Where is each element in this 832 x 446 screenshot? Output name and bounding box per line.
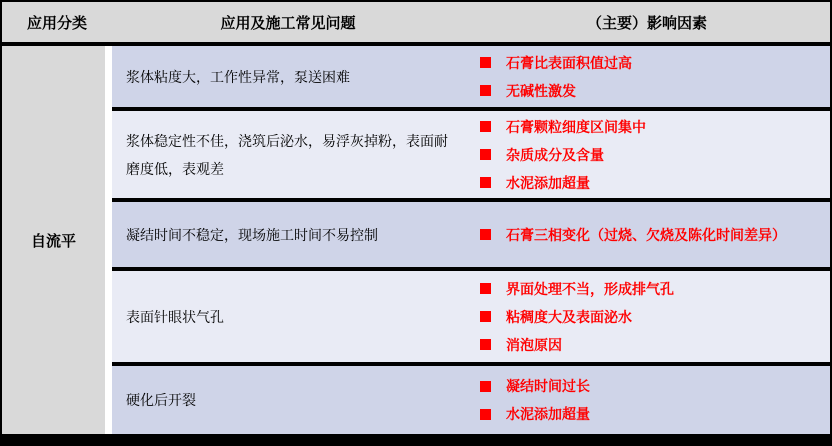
problem-text: 凝结时间不稳定，现场施工时间不易控制 xyxy=(126,226,378,243)
problem-cell xyxy=(112,366,460,434)
factor-text: 粘稠度大及表面泌水 xyxy=(506,308,632,325)
factor-text: 石膏颗粒细度区间集中 xyxy=(506,118,646,135)
factor-text: 水泥添加超量 xyxy=(506,174,590,191)
problem-text: 浆体粘度大，工作性异常，泵送困难 xyxy=(126,68,350,85)
square-bullet-icon xyxy=(480,409,491,420)
factors-cell xyxy=(460,271,830,362)
factor-item xyxy=(480,331,830,359)
factor-item xyxy=(480,141,830,169)
table-row xyxy=(112,202,830,267)
factors-cell xyxy=(460,202,830,267)
factor-item xyxy=(480,113,830,141)
square-bullet-icon xyxy=(480,85,491,96)
problem-text: 表面针眼状气孔 xyxy=(126,308,224,325)
table-row xyxy=(112,46,830,107)
header-cell-factors: （主要）影响因素 xyxy=(586,14,707,32)
problem-cell xyxy=(112,111,460,198)
square-bullet-icon xyxy=(480,149,491,160)
problem-cell xyxy=(112,271,460,362)
square-bullet-icon xyxy=(480,339,491,350)
problem-cell xyxy=(112,46,460,107)
square-bullet-icon xyxy=(480,177,491,188)
table-header-row xyxy=(2,2,830,42)
table-body xyxy=(2,46,830,434)
factor-item xyxy=(480,400,830,428)
factor-item xyxy=(480,372,830,400)
table-rows xyxy=(112,46,830,434)
problem-text: 浆体稳定性不佳，浇筑后泌水，易浮灰掉粉，表面耐磨度低，表观差 xyxy=(126,132,448,177)
factor-item xyxy=(480,49,830,77)
factor-text: 消泡原因 xyxy=(506,336,562,353)
factor-item xyxy=(480,77,830,105)
square-bullet-icon xyxy=(480,121,491,132)
factor-text: 杂质成分及含量 xyxy=(506,146,604,163)
column-divider xyxy=(105,46,112,434)
square-bullet-icon xyxy=(480,229,491,240)
table-row xyxy=(112,271,830,362)
factors-cell xyxy=(460,46,830,107)
factor-item xyxy=(480,221,830,249)
table-row xyxy=(112,111,830,198)
category-cell xyxy=(2,46,105,434)
factor-item xyxy=(480,169,830,197)
category-label: 自流平 xyxy=(30,232,76,250)
problem-cell xyxy=(112,202,460,267)
square-bullet-icon xyxy=(480,381,491,392)
factor-item xyxy=(480,303,830,331)
factor-text: 石膏比表面积值过高 xyxy=(506,54,632,71)
factors-cell xyxy=(460,366,830,434)
header-cell-problems: 应用及施工常见问题 xyxy=(220,14,356,32)
factor-text: 凝结时间过长 xyxy=(506,378,590,394)
factor-text: 石膏三相变化（过烧、欠烧及陈化时间差异） xyxy=(506,226,786,243)
factor-item xyxy=(480,275,830,303)
square-bullet-icon xyxy=(480,311,491,322)
square-bullet-icon xyxy=(480,57,491,68)
problem-text: 硬化后开裂 xyxy=(126,392,196,408)
square-bullet-icon xyxy=(480,283,491,294)
factors-cell xyxy=(460,111,830,198)
factor-text: 界面处理不当，形成排气孔 xyxy=(506,280,674,297)
factor-text: 无碱性激发 xyxy=(506,82,576,99)
factor-text: 水泥添加超量 xyxy=(506,406,590,422)
table-row xyxy=(112,366,830,434)
header-cell-category: 应用分类 xyxy=(26,14,87,32)
